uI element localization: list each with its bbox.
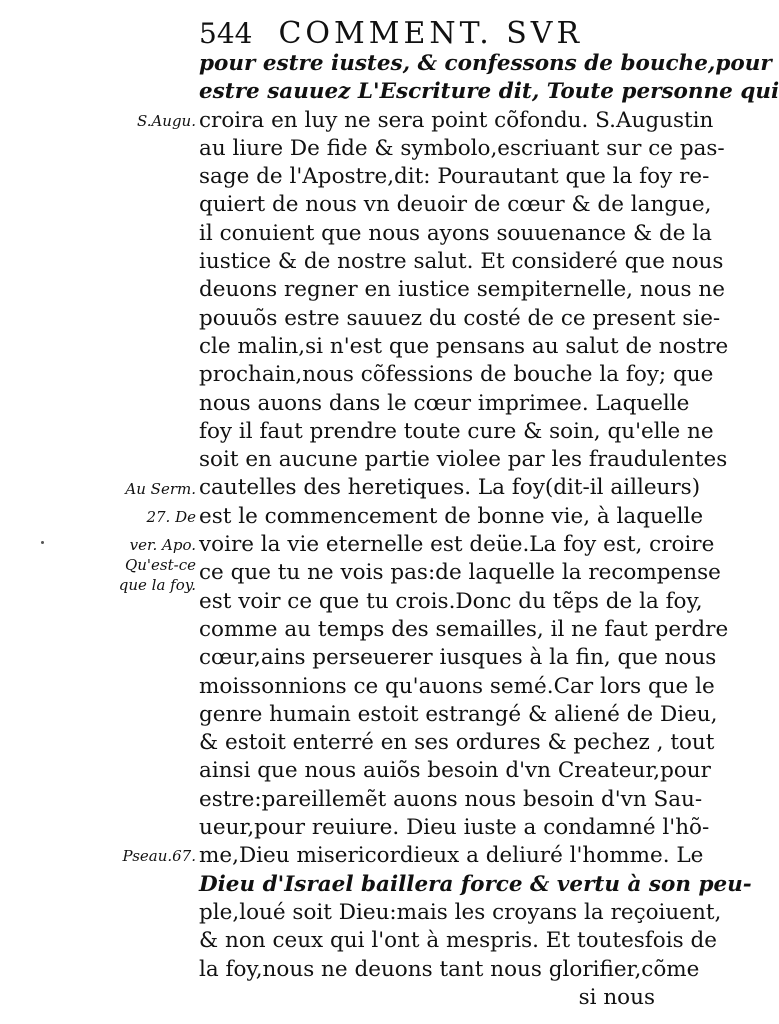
text-line: pour estre iustes, & confessons de bouche,pour (199, 51, 772, 76)
margin-note: Au Serm. (125, 479, 196, 498)
text-line: comme au temps des semailles, il ne faut perdre (199, 616, 729, 642)
page-number: 544 (199, 17, 253, 50)
text-line: estre sauuez L'Escriture dit, Toute personne qui (199, 79, 779, 105)
text-line: & estoit enterré en ses ordures & pechez , tout (199, 730, 715, 756)
text-line: cœur,ains perseuerer iusques à la fin, que nous (199, 645, 717, 671)
margin-note: S.Augu. (136, 111, 196, 130)
text-line: estre:pareillemẽt auons nous besoin d'vn Sau- (199, 786, 703, 812)
text-line: cautelles des heretiques. La foy(dit-il ailleurs) (199, 475, 701, 501)
text-line: soit en aucune partie violee par les fraudulentes (199, 447, 728, 473)
body-text (199, 50, 779, 1012)
text-line: sage de l'Apostre,dit: Pourautant que la foy re- (199, 164, 710, 190)
text-line: nous auons dans le cœur imprimee. Laquelle (199, 390, 690, 416)
text-line: iustice & de nostre salut. Et consideré que nous (199, 249, 724, 275)
text-line: prochain,nous cõfessions de bouche la foy; que (199, 362, 714, 388)
text-line: foy il faut prendre toute cure & soin, qu'elle ne (199, 418, 714, 444)
text-line: est voir ce que tu crois.Donc du tẽps de la foy, (199, 588, 703, 614)
text-line: ce que tu ne vois pas:de laquelle la recompense (199, 560, 721, 586)
margin-note: Pseau.67. (122, 847, 196, 866)
margin-note: 27. De (146, 507, 196, 526)
text-line: croira en luy ne sera point cõfondu. S.Augustin (199, 107, 714, 133)
text-line: la foy,nous ne deuons tant nous glorifier,cõme (199, 956, 700, 982)
text-line: quiert de nous vn deuoir de cœur & de langue, (199, 192, 712, 218)
margin-note: que la foy. (118, 575, 196, 594)
margin-notes (0, 0, 200, 1024)
text-line: me,Dieu misericordieux a deliuré l'homme. Le (199, 843, 704, 869)
text-line: genre humain estoit estrangé & aliené de Dieu, (199, 701, 718, 727)
text-line: & non ceux qui l'ont à mespris. Et toutesfois de (199, 928, 717, 954)
running-title: COMMENT. SVR (278, 16, 584, 51)
text-line: deuons regner en iustice sempiternelle, nous ne (199, 277, 725, 303)
text-line: ueur,pour reuiure. Dieu iuste a condamné l'hõ- (199, 815, 710, 841)
margin-note: ver. Apo. (129, 536, 196, 555)
text-line: est le commencement de bonne vie, à laquelle (199, 503, 704, 529)
text-line: ple,loué soit Dieu:mais les croyans la reçoiuent, (199, 899, 722, 925)
text-line: il conuient que nous ayons souuenance & de la (199, 220, 712, 246)
text-line: au liure De fide & symbolo,escriuant sur ce pas- (199, 135, 725, 161)
text-line: si nous (578, 984, 655, 1010)
text-line: pouuõs estre sauuez du costé de ce present sie- (199, 305, 721, 331)
text-line: Dieu d'Israel baillera force & vertu à son peu- (199, 871, 752, 897)
margin-note: Qu'est-ce (124, 555, 196, 574)
text-line: cle malin,si n'est que pensans au salut de nostre (199, 333, 729, 359)
text-line: moissonnions ce qu'auons semé.Car lors que le (199, 673, 715, 699)
text-line: ainsi que nous auiõs besoin d'vn Createur,pour (199, 758, 711, 784)
text-line: voire la vie eternelle est deüe.La foy est, croire (199, 532, 715, 558)
ink-speck (41, 541, 44, 544)
